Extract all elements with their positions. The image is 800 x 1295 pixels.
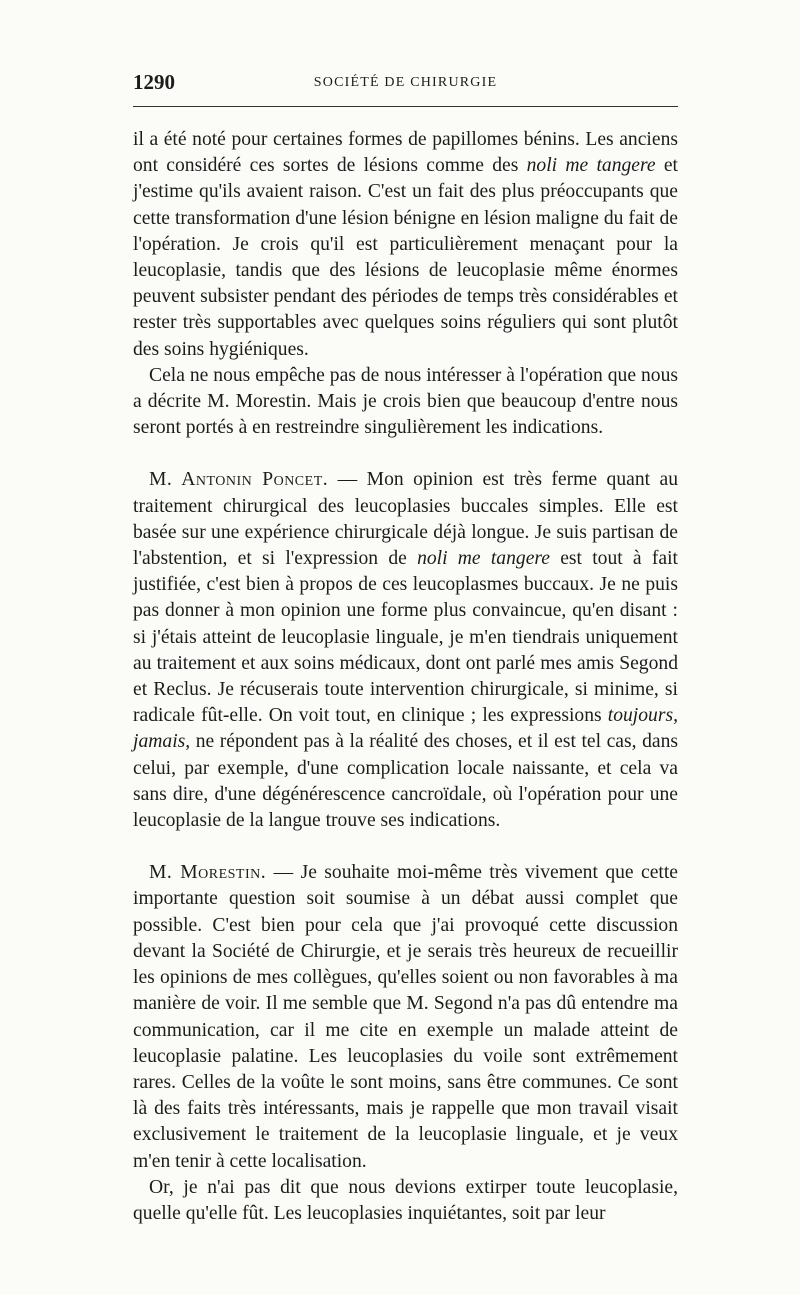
paragraph-morestin: [133, 860, 678, 1174]
paragraph-poncet: [133, 467, 678, 834]
section-gap: [133, 441, 678, 467]
p1-text-c: et j'estime qu'ils avaient raison. C'est un fait des plus préoccupants que cette transformation d'une lésion bénigne en lésion maligne du fait de l'opération. Je crois qu'il est particulièrement menaçant pour la leucoplasie, tandis que des lésions de leucoplasie même énormes peuvent subsister pendant des périodes de temps très considérables et rester très supportables avec quelques soins réguliers qui sont plutôt des soins hygiéniques.: [133, 155, 678, 360]
speaker-poncet: M. Antonin Poncet.: [149, 469, 329, 491]
paragraph-1: [133, 127, 678, 363]
p3-text-a: — Mon opinion est très ferme quant au traitement chirurgical des leucoplasies buccales simples. Elle est basée sur une expérience chirurgicale déjà longue. Je suis partisan de l'abstention, et si l'expression de: [133, 469, 679, 570]
paragraph-2: Cela ne nous empêche pas de nous intéresser à l'opération que nous a décrite M. Morestin. Mais je crois bien que beaucoup d'entre nous seront portés à en restreindre singulièrement les indications.: [133, 364, 678, 439]
p3-italic-toujours-jamais: toujours, jamais,: [133, 705, 678, 753]
p4-text-a: — Je souhaite moi-même très vivement que cette importante question soit soumise à un débat aussi complet que possible. C'est bien pour cela que j'ai provoqué cette discussion devant la Société de Chirurgie, et je serais très heureux de recueillir les opinions de mes collègues, qu'elles soient ou non favorables à ma manière de voir. Il me semble que M. Segond n'a pas dû entendre ma communication, car il me cite en exemple un malade atteint de leucoplasie palatine. Les leucoplasies du voile sont extrêmement rares. Celles de la voûte le sont moins, sans être communes. Ce sont là des faits très intéressants, mais je rappelle que mon travail visait exclusivement le traitement de la leucoplasie linguale, et je veux m'en tenir à cette localisation.: [133, 862, 678, 1172]
running-title: SOCIÉTÉ DE CHIRURGIE: [313, 75, 498, 90]
page-body: [133, 127, 678, 1227]
p3-text-e: ne répondent pas à la réalité des choses, et il est tel cas, dans celui, par exemple, d'une complication locale naissante, et cela va sans dire, d'une dégénérescence cancroïdale, où l'opération pour une leucoplasie de la langue trouve ses indications.: [133, 731, 678, 832]
page-header: [133, 70, 678, 102]
paragraph-5: Or, je n'ai pas dit que nous devions extirper toute leucoplasie, quelle qu'elle fût. Les leucoplasies inquiétantes, soit par leur: [133, 1176, 678, 1224]
p3-text-c: est tout à fait justifiée, c'est bien à propos de ces leucoplasmes buccaux. Je ne puis pas donner à mon opinion une forme plus convaincue, qu'en disant : si j'étais atteint de leucoplasie linguale, je m'en tiendrais uniquement au traitement et aux soins médicaux, dont ont parlé mes amis Segond et Reclus. Je récuserais toute intervention chirurgicale, si minime, si radicale fût-elle. On voit tout, en clinique ; les expressions: [133, 548, 678, 727]
speaker-morestin: M. Morestin.: [149, 862, 267, 884]
header-rule: [133, 106, 678, 107]
page-number: 1290: [133, 70, 175, 94]
section-gap: [133, 834, 678, 860]
p1-text-a: il a été noté pour certaines formes de papillomes bénins. Les anciens ont considéré ces sortes de lésions comme des: [133, 129, 678, 177]
p1-italic-noli-me-tangere: noli me tangere: [526, 155, 656, 177]
p3-italic-noli-me-tangere: noli me tangere: [417, 548, 550, 570]
